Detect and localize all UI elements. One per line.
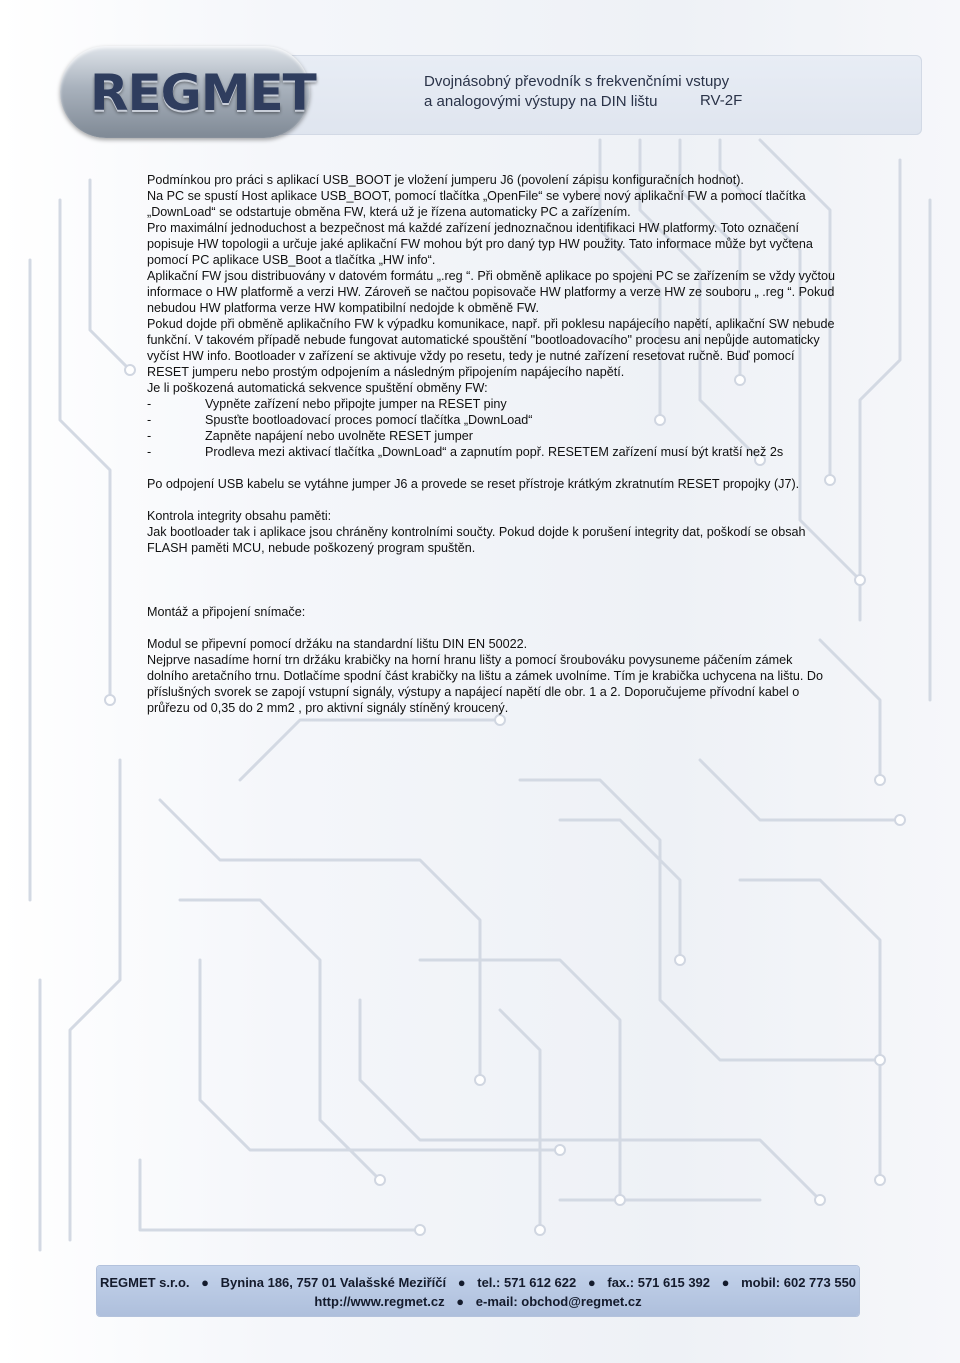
list-item xyxy=(147,412,837,428)
bullet-separator: ● xyxy=(456,1294,465,1309)
paragraph-host-app: Na PC se spustí Host aplikace USB_BOOT, pomocí tlačítka „OpenFile“ se vybere nový aplikační FW a pomocí tlačítka „DownLoad“ se odstartuje obměna FW, která už je řízena automaticky PC a zařízením. xyxy=(147,189,806,219)
integrity-heading: Kontrola integrity obsahu paměti: xyxy=(147,509,332,523)
phone-number: tel.: 571 612 622 xyxy=(477,1275,577,1290)
footer-web-line xyxy=(97,1294,859,1309)
paragraph-integrity: Jak bootloader tak i aplikace jsou chráněny kontrolními součty. Pokud dojde k porušení integrity dat, poškodí se obsah FLASH paměti MCU, nebude poškozený program spuštěn. xyxy=(147,525,806,555)
mobile-number: mobil: 602 773 550 xyxy=(741,1275,857,1290)
footer-contact-line xyxy=(97,1275,859,1290)
paragraph-hw-identification: Pro maximální jednoduchost a bezpečnost má každé zařízení jednoznačnou identifikaci HW platformy. Toto označení popisuje HW topologii a určuje jaké aplikační FW mohou být pro daný typ HW použity. Tato informace může byt vyčtena pomocí PC aplikace USB_Boot a tlačítka „HW info“. xyxy=(147,221,813,267)
bullet-separator: ● xyxy=(201,1275,210,1290)
company-name: REGMET s.r.o. xyxy=(99,1275,190,1290)
paragraph-usb-boot-condition: Podmínkou pro práci s aplikací USB_BOOT je vložení jumperu J6 (povolení zápisu konfiguračních hodnot). xyxy=(147,173,744,187)
list-item xyxy=(147,396,837,412)
company-address: Bynina 186, 757 01 Valašské Meziříčí xyxy=(220,1275,447,1290)
mounting-heading: Montáž a připojení snímače: xyxy=(147,605,306,619)
email-link[interactable]: e-mail: obchod@regmet.cz xyxy=(475,1294,642,1309)
paragraph-sequence-intro: Je li poškozená automatická sekvence spuštění obměny FW: xyxy=(147,381,488,395)
list-item xyxy=(147,428,837,444)
list-item-text: Spusťte bootloadovací proces pomocí tlačítka „DownLoad“ xyxy=(205,413,533,427)
list-bullet: - xyxy=(147,429,152,443)
bullet-separator: ● xyxy=(457,1275,466,1290)
model-code: RV-2F xyxy=(700,92,743,109)
paragraph-usb-disconnect: Po odpojení USB kabelu se vytáhne jumper J6 a provede se reset přístroje krátkým zkratnutím RESET propojky (J7). xyxy=(147,477,800,491)
bullet-separator: ● xyxy=(587,1275,596,1290)
title-line-1: Dvojnásobný převodník s frekvenčními vstupy xyxy=(424,73,730,90)
list-item xyxy=(147,444,837,460)
list-bullet: - xyxy=(147,445,152,459)
title-line-2: a analogovými výstupy na DIN lištu xyxy=(424,93,658,110)
logo-text: REGMET xyxy=(90,64,316,122)
list-item-text: Zapněte napájení nebo uvolněte RESET jumper xyxy=(205,429,473,443)
fax-number: fax.: 571 615 392 xyxy=(607,1275,711,1290)
list-item-text: Prodleva mezi aktivací tlačítka „DownLoad“ a zapnutím popř. RESETEM zařízení musí být kratší než 2s xyxy=(205,445,784,459)
document-body xyxy=(147,172,837,716)
paragraph-communication-failure: Pokud dojde při obměně aplikačního FW k výpadku komunikace, např. při poklesu napájecího napětí, aplikační SW nebude funkční. V takovém případě nebude fungovat automatické spouštění "bootloadovacího" procesu ani nepůjde automaticky vyčíst HW info. Bootloader v zařízení se aktivuje vždy po resetu, tedy je nutné zařízení resetovat ručně. Buď pomocí RESET jumperu nebo prostým odpojením a následným připojením napájecího napětí. xyxy=(147,317,835,379)
list-item-text: Vypněte zařízení nebo připojte jumper na RESET piny xyxy=(205,397,507,411)
list-bullet: - xyxy=(147,413,152,427)
paragraph-din-rail: Modul se připevní pomocí držáku na standardní lištu DIN EN 50022. xyxy=(147,637,528,651)
paragraph-mounting-steps: Nejprve nasadíme horní trn držáku krabičky na horní hranu lišty a pomocí šroubováku povysuneme páčením zámek dolního aretačního trnu. Dotlačíme spodní část krabičky na lištu a zámek uvolníme. Tím je krabička uchycena na lištu. Do příslušných svorek se zapojí vstupní signály, výstupy a napájecí napětí dle obr. 1 a 2. Doporučujeme přívodní kabel o průřezu od 0,35 do 2 mm2 , pro aktivní signály stíněný kroucený. xyxy=(147,653,823,715)
paragraph-fw-distribution: Aplikační FW jsou distribuovány v datovém formátu „.reg “. Při obměně aplikace po spojeni PC se zařízením se vždy vyčtou informace o HW platformě a verzi HW. Zároveň se načtou popisovače HW platformy a verze HW ze souboru „ .reg “. Pokud nebudou HW platforma verze HW kompatibilní nedojde k obměně FW. xyxy=(147,269,836,315)
regmet-logo xyxy=(60,46,316,138)
list-bullet: - xyxy=(147,397,152,411)
website-link[interactable]: http://www.regmet.cz xyxy=(314,1294,445,1309)
bullet-separator: ● xyxy=(721,1275,730,1290)
recovery-steps-list xyxy=(147,396,837,460)
